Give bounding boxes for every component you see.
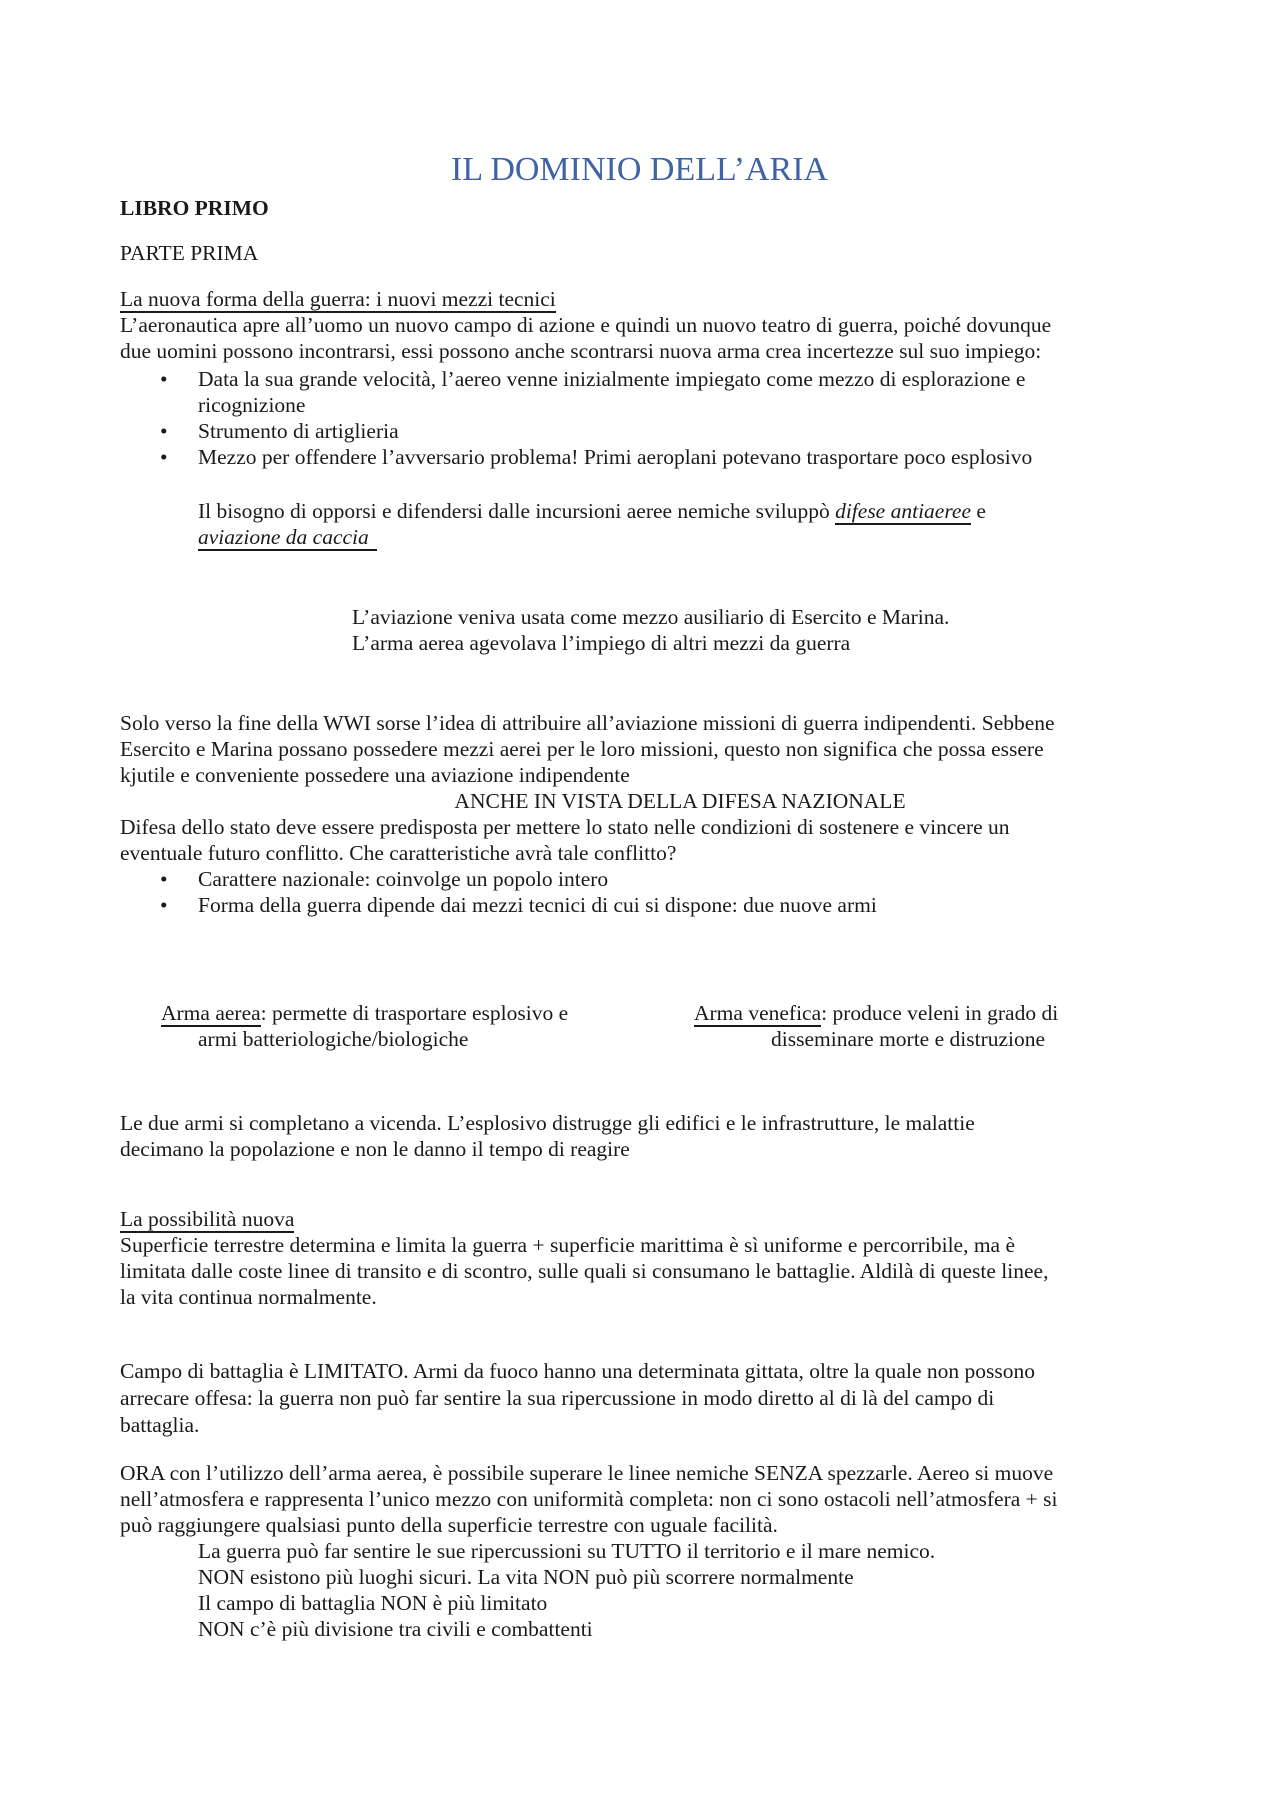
list-item: Carattere nazionale: coinvolge un popolo intero	[198, 867, 609, 891]
arma-aerea-text: : permette di trasportare esplosivo e	[260, 1001, 569, 1025]
paragraph-line: eventuale futuro conflitto. Che caratteristiche avrà tale conflitto?	[120, 841, 677, 865]
consequence-line: La guerra può far sentire le sue ripercussioni su TUTTO il territorio e il mare nemico.	[198, 1539, 936, 1563]
bullet-icon: •	[160, 419, 168, 443]
paragraph-line: due uomini possono incontrarsi, essi possono anche scontrarsi nuova arma crea incertezze sul suo impiego:	[120, 339, 1042, 363]
section-heading-text: La possibilità nuova	[120, 1207, 295, 1231]
book-heading: LIBRO PRIMO	[120, 196, 269, 220]
paragraph-line: Esercito e Marina possano possedere mezzi aerei per le loro missioni, questo non significa che possa essere	[120, 737, 1044, 761]
list-item-continuation: ricognizione	[198, 393, 306, 417]
aux-line: L’aviazione veniva usata come mezzo ausiliario di Esercito e Marina.	[352, 605, 950, 629]
aux-line: L’arma aerea agevolava l’impiego di altri mezzi da guerra	[352, 631, 851, 655]
paragraph-line: ORA con l’utilizzo dell’arma aerea, è possibile superare le linee nemiche SENZA spezzarle. Aereo si muove	[120, 1461, 1054, 1485]
part-heading: PARTE PRIMA	[120, 241, 259, 265]
paragraph-line: limitata dalle coste linee di transito e di scontro, sulle quali si consumano le battaglie. Aldilà di queste linee,	[120, 1259, 1049, 1283]
arma-aerea-label: Arma aerea	[161, 1001, 261, 1025]
paragraph-line: L’aeronautica apre all’uomo un nuovo campo di azione e quindi un nuovo teatro di guerra, poiché dovunque	[120, 313, 1052, 337]
section-heading-nuova-forma	[120, 286, 556, 312]
need-text: Il bisogno di opporsi e difendersi dalle incursioni aeree nemiche sviluppò	[198, 499, 830, 523]
arma-venefica-line-2: disseminare morte e distruzione	[771, 1027, 1046, 1051]
consequence-line: NON esistono più luoghi sicuri. La vita NON può più scorrere normalmente	[198, 1565, 854, 1589]
consequence-line: Il campo di battaglia NON è più limitato	[198, 1591, 548, 1615]
list-item: Strumento di artiglieria	[198, 419, 399, 443]
section-heading-text: La nuova forma della guerra: i nuovi mezzi tecnici	[120, 287, 556, 311]
paragraph-line: kjutile e conveniente possedere una aviazione indipendente	[120, 763, 630, 787]
section-heading-possibilita	[120, 1206, 294, 1232]
paragraph-line: Le due armi si completano a vicenda. L’esplosivo distrugge gli edifici e le infrastrutture, le malattie	[120, 1111, 975, 1135]
arma-venefica-line	[694, 1000, 1058, 1026]
need-line-2	[198, 524, 377, 550]
bullet-icon: •	[160, 445, 168, 469]
list-item: Forma della guerra dipende dai mezzi tecnici di cui si dispone: due nuove armi	[198, 893, 877, 917]
arma-venefica-text: : produce veleni in grado di	[821, 1001, 1059, 1025]
paragraph-line: Solo verso la fine della WWI sorse l’idea di attribuire all’aviazione missioni di guerra indipendenti. Sebbene	[120, 711, 1055, 735]
list-item: Data la sua grande velocità, l’aereo venne inizialmente impiegato come mezzo di esplorazione e	[198, 367, 1026, 391]
page-title: IL DOMINIO DELL’ARIA	[451, 151, 829, 188]
paragraph-line: la vita continua normalmente.	[120, 1285, 377, 1309]
paragraph-line: nell’atmosfera e rappresenta l’unico mezzo con uniformità completa: non ci sono ostacoli nell’atmosfera + si	[120, 1487, 1058, 1511]
paragraph-line: decimano la popolazione e non le danno il tempo di reagire	[120, 1137, 630, 1161]
arma-aerea-line-2: armi batteriologiche/biologiche	[198, 1027, 469, 1051]
defense-link: difese antiaeree	[835, 499, 971, 523]
arma-venefica-label: Arma venefica	[694, 1001, 822, 1025]
paragraph-line: può raggiungere qualsiasi punto della superficie terrestre con uguale facilità.	[120, 1513, 778, 1537]
paragraph-line: arrecare offesa: la guerra non può far sentire la sua ripercussione in modo diretto al di là del campo di	[120, 1386, 995, 1410]
paragraph-line: Superficie terrestre determina e limita la guerra + superficie marittima è sì uniforme e percorribile, ma è	[120, 1233, 1016, 1257]
paragraph-line: Campo di battaglia è LIMITATO. Armi da fuoco hanno una determinata gittata, oltre la quale non possono	[120, 1359, 1035, 1383]
bullet-icon: •	[160, 893, 168, 917]
need-and: e	[976, 499, 986, 523]
bullet-icon: •	[160, 867, 168, 891]
arma-aerea-line	[161, 1000, 568, 1026]
consequence-line: NON c’è più divisione tra civili e combattenti	[198, 1617, 593, 1641]
need-line	[198, 498, 986, 524]
fighter-aviation-link: aviazione da caccia	[198, 525, 377, 551]
bullet-icon: •	[160, 367, 168, 391]
paragraph-line: Difesa dello stato deve essere predisposta per mettere lo stato nelle condizioni di sostenere e vincere un	[120, 815, 1010, 839]
centered-statement: ANCHE IN VISTA DELLA DIFESA NAZIONALE	[454, 789, 906, 813]
paragraph-line: battaglia.	[120, 1413, 200, 1437]
list-item: Mezzo per offendere l’avversario problema! Primi aeroplani potevano trasportare poco esplosivo	[198, 445, 1033, 469]
